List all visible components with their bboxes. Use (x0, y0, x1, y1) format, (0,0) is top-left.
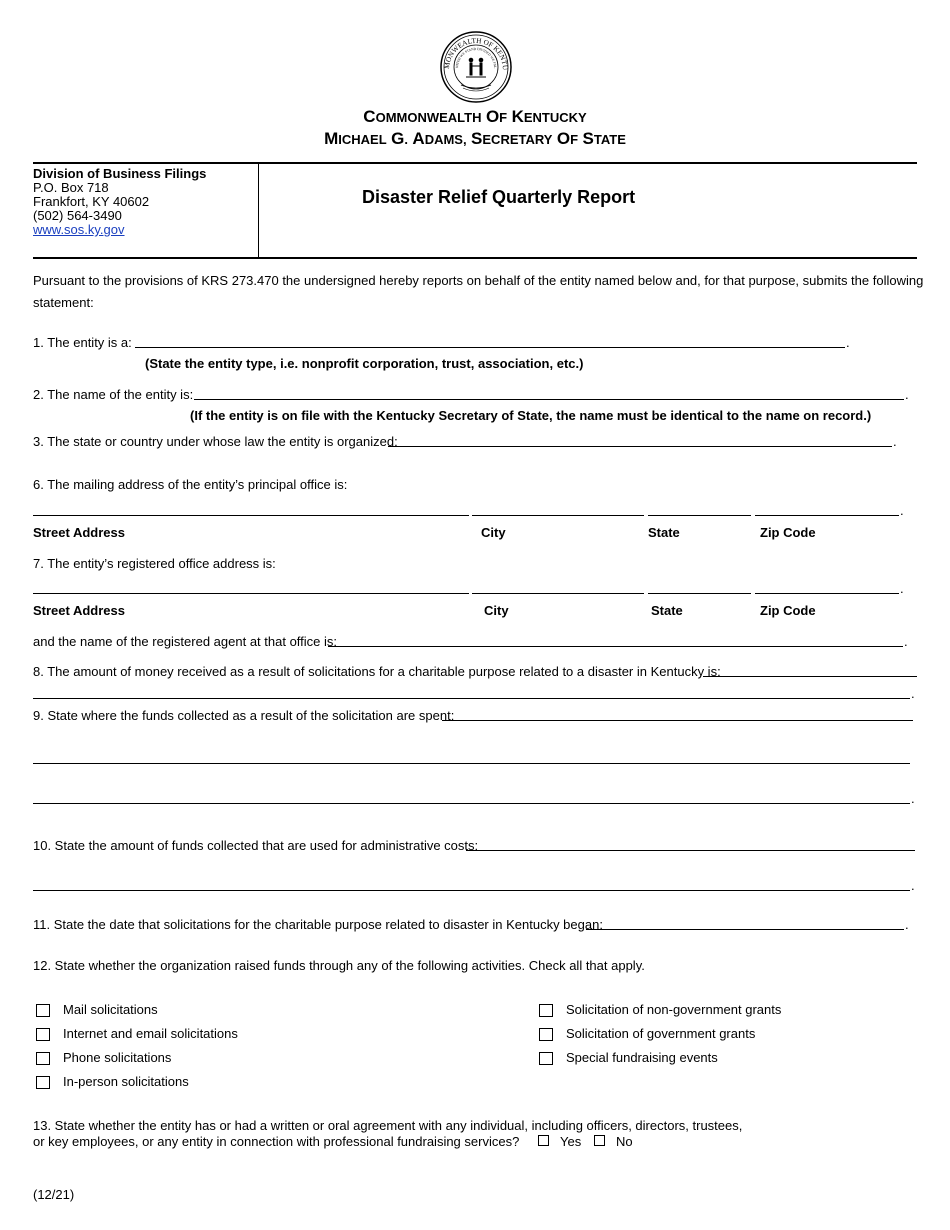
seal-outer-text: MONWEALTH OF KENTU (442, 36, 510, 71)
registered-street-field[interactable] (33, 593, 469, 594)
seal-inner-text: NITED WE STAND DIVIDED WE FAL (454, 46, 498, 69)
phone: (502) 564-3490 (33, 208, 122, 223)
checkbox-special-events[interactable] (539, 1052, 553, 1065)
checkbox-mail[interactable] (36, 1004, 50, 1017)
form-title: Disaster Relief Quarterly Report (362, 187, 636, 207)
checkbox-phone[interactable] (36, 1052, 50, 1065)
period: . (911, 878, 915, 893)
city-line: Frankfort, KY 40602 (33, 194, 150, 209)
division-name: Division of Business Filings (33, 166, 207, 181)
q10-label: 10. State the amount of funds collected that are used for administrative costs: (33, 838, 479, 853)
period: . (900, 581, 904, 596)
funds-spent-field-cont1[interactable] (33, 763, 910, 764)
principal-state-field[interactable] (648, 515, 751, 516)
q6-label: 6. The mailing address of the entity’s principal office is: (33, 477, 348, 492)
option-label: Phone solicitations (63, 1050, 172, 1065)
checkbox-government-grants[interactable] (539, 1028, 553, 1041)
revision-date: (12/21) (33, 1187, 75, 1202)
q9-label: 9. State where the funds collected as a result of the solicitation are spent: (33, 708, 455, 723)
registered-city-field[interactable] (472, 593, 644, 594)
col-zip: Zip Code (760, 603, 816, 618)
period: . (904, 634, 908, 649)
yes-label: Yes (560, 1134, 582, 1149)
period: . (905, 387, 909, 402)
period: . (911, 686, 915, 701)
col-city: City (481, 525, 506, 540)
admin-costs-field[interactable] (466, 850, 915, 851)
registered-state-field[interactable] (648, 593, 751, 594)
col-state: State (648, 525, 680, 540)
q13-line2: or key employees, or any entity in connection with professional fundraising services? (33, 1134, 520, 1149)
principal-street-field[interactable] (33, 515, 469, 516)
intro-line2: statement: (33, 295, 94, 310)
amount-received-field[interactable] (703, 676, 917, 677)
option-label: Mail solicitations (63, 1002, 158, 1017)
col-street: Street Address (33, 603, 125, 618)
funds-spent-field[interactable] (442, 720, 913, 721)
col-street: Street Address (33, 525, 125, 540)
checkbox-internet[interactable] (36, 1028, 50, 1041)
col-zip: Zip Code (760, 525, 816, 540)
state-seal (439, 30, 513, 104)
no-label: No (616, 1134, 633, 1149)
header-line1: COMMONWEALTH OF KENTUCKY (363, 107, 587, 126)
header-top-rule (33, 162, 917, 164)
option-label: Solicitation of government grants (566, 1026, 756, 1041)
period: . (905, 917, 909, 932)
q11-label: 11. State the date that solicitations for the charitable purpose related to disaster in Kentucky began: (33, 917, 603, 932)
po-box: P.O. Box 718 (33, 180, 109, 195)
period: . (846, 335, 850, 350)
checkbox-non-government-grants[interactable] (539, 1004, 553, 1017)
website-link[interactable]: www.sos.ky.gov (33, 222, 125, 237)
option-label: Solicitation of non-government grants (566, 1002, 782, 1017)
principal-zip-field[interactable] (755, 515, 899, 516)
registered-agent-field[interactable] (328, 646, 903, 647)
funds-spent-field-cont2[interactable] (33, 803, 910, 804)
jurisdiction-field[interactable] (388, 446, 892, 447)
entity-type-field[interactable] (135, 347, 845, 348)
q1-label: 1. The entity is a: (33, 335, 132, 350)
col-city: City (484, 603, 509, 618)
q2-note: (If the entity is on file with the Kentucky Secretary of State, the name must be identical to the name on record.) (190, 408, 872, 423)
option-label: In-person solicitations (63, 1074, 189, 1089)
principal-city-field[interactable] (472, 515, 644, 516)
registered-zip-field[interactable] (755, 593, 899, 594)
q1-note: (State the entity type, i.e. nonprofit corporation, trust, association, etc.) (145, 356, 584, 371)
checkbox-no[interactable] (594, 1135, 605, 1146)
solicitation-start-date-field[interactable] (586, 929, 904, 930)
agent-label: and the name of the registered agent at that office is: (33, 634, 338, 649)
period: . (911, 791, 915, 806)
period: . (893, 434, 897, 449)
col-state: State (651, 603, 683, 618)
header-divider (258, 164, 259, 257)
option-label: Internet and email solicitations (63, 1026, 238, 1041)
admin-costs-field-cont[interactable] (33, 890, 910, 891)
entity-name-field[interactable] (194, 399, 904, 400)
option-label: Special fundraising events (566, 1050, 718, 1065)
q8-label: 8. The amount of money received as a result of solicitations for a charitable purpose related to a disaster in Kentucky is: (33, 664, 721, 679)
header-bottom-rule (33, 257, 917, 259)
q3-label: 3. The state or country under whose law the entity is organized: (33, 434, 398, 449)
amount-received-field-cont[interactable] (33, 698, 910, 699)
period: . (900, 503, 904, 518)
header-line2: MICHAEL G. ADAMS, SECRETARY OF STATE (324, 129, 626, 148)
intro-line1: Pursuant to the provisions of KRS 273.470 the undersigned hereby reports on behalf of the entity named below and, for that purpose, submits the following (33, 273, 924, 288)
q13-line1: 13. State whether the entity has or had a written or oral agreement with any individual, including officers, directors, trustees, (33, 1118, 743, 1133)
q7-label: 7. The entity’s registered office address is: (33, 556, 276, 571)
checkbox-yes[interactable] (538, 1135, 549, 1146)
q12-label: 12. State whether the organization raised funds through any of the following activities. Check all that apply. (33, 958, 645, 973)
q2-label: 2. The name of the entity is: (33, 387, 194, 402)
checkbox-in-person[interactable] (36, 1076, 50, 1089)
